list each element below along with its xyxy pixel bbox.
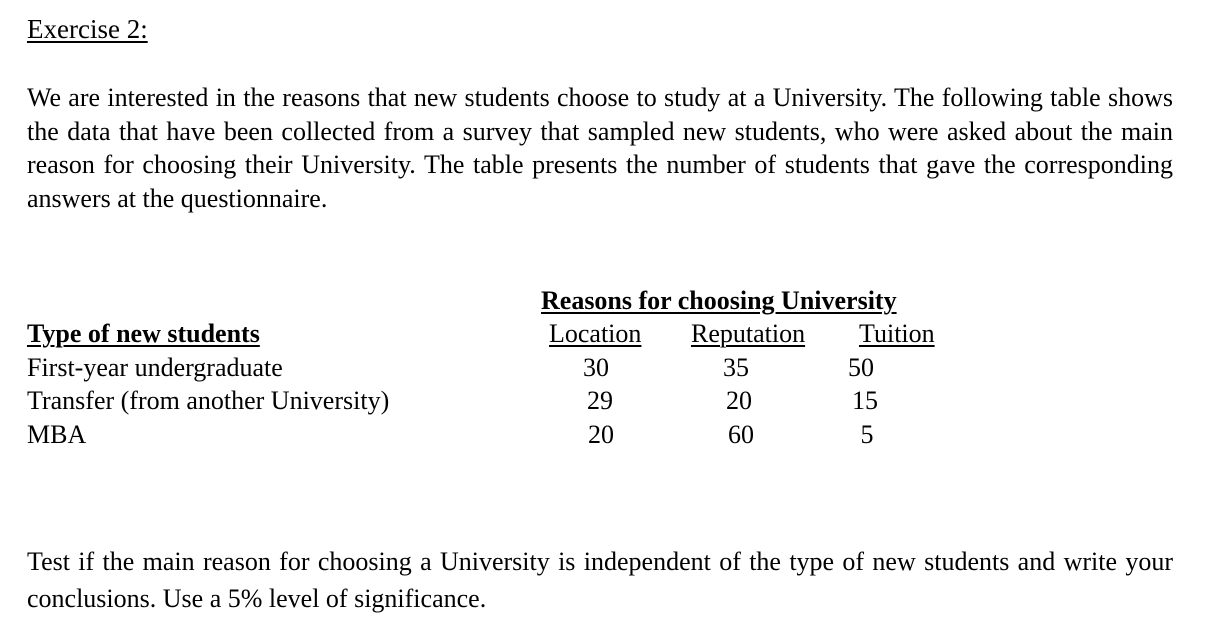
exercise-title: Exercise 2: bbox=[27, 14, 148, 44]
table-cell: 50 bbox=[848, 353, 874, 382]
row-label: MBA bbox=[27, 420, 87, 449]
row-label: First-year undergraduate bbox=[27, 353, 283, 382]
table-cell: 5 bbox=[860, 420, 874, 449]
table-cell: 20 bbox=[588, 420, 614, 449]
table-row-header: Type of new students bbox=[27, 319, 260, 348]
table-cell: 29 bbox=[587, 386, 613, 415]
column-header-tuition: Tuition bbox=[859, 319, 935, 348]
intro-paragraph: We are interested in the reasons that new students choose to study at a University. The following table shows the data that have been collected from a survey that sampled new students, who were asked about the main reason for choosing their University. The table presents the number of students that gave the corresponding answers at the questionnaire. bbox=[27, 83, 1173, 213]
table-group-header: Reasons for choosing University bbox=[541, 286, 897, 315]
table-cell: 20 bbox=[726, 386, 752, 415]
table-cell: 15 bbox=[852, 386, 878, 415]
table-cell: 35 bbox=[723, 353, 749, 382]
column-header-location: Location bbox=[549, 319, 642, 348]
column-header-reputation: Reputation bbox=[691, 319, 806, 348]
table-cell: 30 bbox=[583, 353, 609, 382]
row-label: Transfer (from another University) bbox=[27, 386, 390, 415]
table-cell: 60 bbox=[728, 420, 754, 449]
task-paragraph: Test if the main reason for choosing a University is independent of the type of new students and write your conclusions. Use a 5% level of significance. bbox=[27, 547, 1173, 613]
